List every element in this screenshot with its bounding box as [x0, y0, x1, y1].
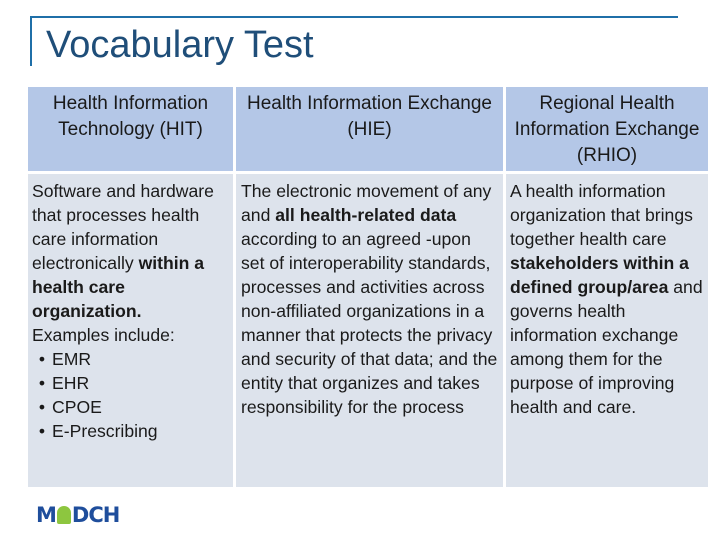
- hie-bold-text: all health-related data: [275, 205, 457, 225]
- definition-rhio: [506, 174, 708, 487]
- hit-intro-text: Software and hardware that processes health care information electronically: [32, 181, 214, 273]
- title-frame-left-rule: [30, 16, 32, 66]
- rhio-bold-text: stakeholders within a defined group/area: [510, 253, 689, 297]
- hit-examples-label: Examples include:: [32, 325, 175, 345]
- rhio-text-2: and governs health information exchange among them for the purpose of improving health and care.: [510, 277, 703, 417]
- hie-text-2: according to an agreed -upon set of interoperability standards, processes and activities across non-affiliated organizations in a manner that protects the privacy and security of that data; and the entity that organizes and takes responsibility for the process: [241, 229, 498, 417]
- example-text: EMR: [52, 349, 92, 369]
- vocabulary-table: [25, 84, 711, 490]
- bullet-icon: •: [38, 421, 46, 441]
- hit-examples-list: [32, 347, 229, 443]
- example-text: E-Prescribing: [52, 421, 158, 441]
- definition-hit: [28, 174, 233, 487]
- example-text: CPOE: [52, 397, 102, 417]
- mdch-logo: [36, 502, 119, 528]
- rhio-text-1: A health information organization that brings together health care: [510, 181, 693, 249]
- logo-mark-icon: [57, 506, 71, 524]
- logo-text-start: M: [36, 503, 56, 527]
- slide-title: Vocabulary Test: [46, 24, 314, 66]
- hie-text-1: The electronic movement of any and: [241, 181, 492, 225]
- bullet-icon: •: [38, 349, 46, 369]
- list-item: [32, 371, 229, 395]
- list-item: [32, 419, 229, 443]
- header-rhio: Regional Health Information Exchange (RHIO): [506, 87, 708, 171]
- title-frame-top-rule: [30, 16, 678, 18]
- hit-bold-text: within a health care organization.: [32, 253, 205, 321]
- header-hie: Health Information Exchange (HIE): [236, 87, 503, 171]
- table-header-row: [28, 87, 708, 171]
- list-item: [32, 395, 229, 419]
- logo-text-end: DCH: [71, 503, 120, 527]
- list-item: [32, 347, 229, 371]
- bullet-icon: •: [38, 397, 46, 417]
- bullet-icon: •: [38, 373, 46, 393]
- definition-hie: [236, 174, 503, 487]
- definition-row: [28, 174, 708, 487]
- header-hit: Health Information Technology (HIT): [28, 87, 233, 171]
- example-text: EHR: [52, 373, 90, 393]
